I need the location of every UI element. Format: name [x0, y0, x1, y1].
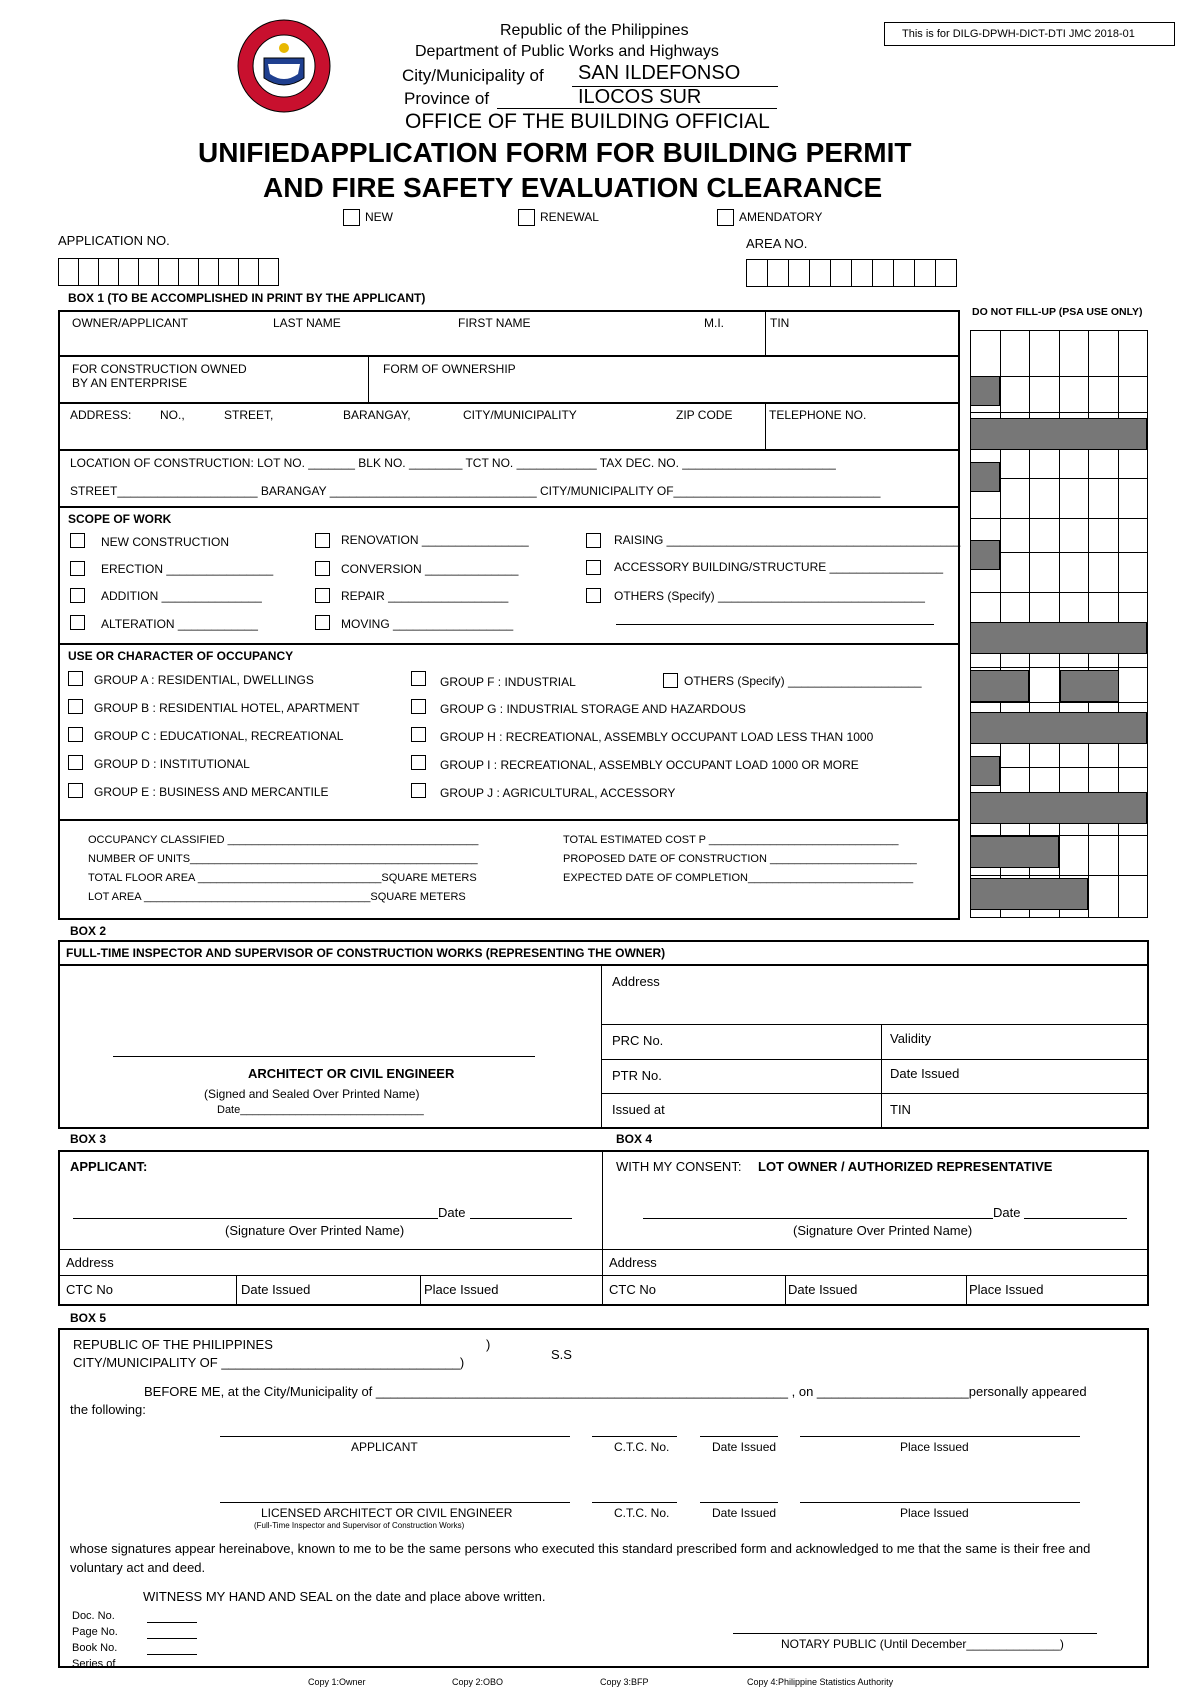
application-no-label: APPLICATION NO.: [58, 233, 170, 248]
psa-cell: [1118, 330, 1149, 377]
digit-box[interactable]: [178, 258, 199, 286]
psa-shaded-cell: [970, 756, 1000, 786]
scope-option: ERECTION ________________: [101, 562, 274, 576]
digit-box[interactable]: [258, 258, 279, 286]
scope-checkbox[interactable]: [315, 561, 330, 576]
address-street-label: STREET,: [224, 408, 274, 422]
psa-cell: [1088, 835, 1119, 876]
psa-cell: [1118, 552, 1149, 593]
occupancy-checkbox[interactable]: [68, 783, 83, 798]
box4-date-issued-label: Date Issued: [788, 1282, 858, 1297]
scope-checkbox[interactable]: [586, 560, 601, 575]
box2-address-label: Address: [612, 974, 660, 989]
psa-cell: [1000, 478, 1031, 519]
psa-cell: [1059, 552, 1090, 593]
ptr-label: PTR No.: [612, 1068, 662, 1083]
box2-tin-label: TIN: [890, 1102, 911, 1117]
psa-shaded-cell: [970, 836, 1059, 868]
box4-address-label: Address: [609, 1255, 657, 1270]
digit-box[interactable]: [914, 259, 936, 287]
notary-witness: WITNESS MY HAND AND SEAL on the date and place above written.: [143, 1589, 546, 1604]
scope-heading: SCOPE OF WORK: [68, 512, 172, 526]
page-no-label: Page No.: [72, 1626, 118, 1638]
psa-cell: [1118, 835, 1149, 876]
signed-sealed-label: (Signed and Sealed Over Printed Name): [204, 1087, 420, 1101]
psa-cell: [1000, 376, 1031, 413]
occupancy-checkbox[interactable]: [411, 727, 426, 742]
city-label: City/Municipality of: [402, 66, 544, 85]
notary-whose-1: whose signatures appear hereinabove, known to me to be the same persons who executed this standard prescribed form and acknowledged to me that the same is their free and: [70, 1541, 1091, 1556]
psa-cell: [1088, 478, 1119, 519]
notary-ctc-2: C.T.C. No.: [614, 1506, 670, 1520]
digit-box[interactable]: [138, 258, 159, 286]
box1-heading: BOX 1 (TO BE ACCOMPLISHED IN PRINT BY THE APPLICANT): [68, 291, 426, 305]
psa-cell: [1029, 478, 1060, 519]
address-city-label: CITY/MUNICIPALITY: [463, 408, 577, 422]
book-no-label: Book No.: [72, 1642, 118, 1654]
box3-ctc-label: CTC No: [66, 1282, 113, 1297]
psa-cell: [970, 330, 1001, 377]
engineer-label: ARCHITECT OR CIVIL ENGINEER: [248, 1066, 455, 1081]
occupancy-checkbox[interactable]: [68, 727, 83, 742]
box2-label: BOX 2: [70, 924, 107, 938]
owner-label: OWNER/APPLICANT: [72, 316, 189, 330]
psa-grid: [970, 330, 1147, 918]
psa-shaded-cell: [970, 376, 1000, 406]
digit-box[interactable]: [935, 259, 957, 287]
occupancy-checkbox[interactable]: [411, 699, 426, 714]
notary-date-issued-2: Date Issued: [712, 1506, 777, 1520]
scope-checkbox[interactable]: [586, 533, 601, 548]
psa-cell: [1059, 835, 1090, 876]
occupancy-option: GROUP A : RESIDENTIAL, DWELLINGS: [94, 673, 314, 687]
psa-cell: [1118, 875, 1149, 918]
occupancy-option: GROUP E : BUSINESS AND MERCANTILE: [94, 785, 329, 799]
occupancy-option: GROUP H : RECREATIONAL, ASSEMBLY OCCUPANT LOAD LESS THAN 1000: [440, 730, 874, 744]
psa-cell: [1088, 552, 1119, 593]
psa-shaded-cell: [970, 792, 1147, 824]
occupancy-checkbox[interactable]: [411, 755, 426, 770]
province-value: ILOCOS SUR: [578, 86, 702, 108]
summary-left: OCCUPANCY CLASSIFIED _________________________________________: [88, 834, 479, 846]
scope-option: ACCESSORY BUILDING/STRUCTURE _________________: [614, 560, 944, 574]
psa-cell: [1029, 518, 1060, 553]
psa-shaded-cell: [970, 622, 1147, 654]
notary-public-label: NOTARY PUBLIC (Until December______________): [781, 1637, 1064, 1651]
telephone-label: TELEPHONE NO.: [769, 408, 867, 422]
digit-box[interactable]: [58, 258, 79, 286]
psa-cell: [1118, 518, 1149, 553]
psa-cell: [1000, 592, 1031, 623]
box5-label: BOX 5: [70, 1311, 107, 1325]
notary-ctc: C.T.C. No.: [614, 1440, 670, 1454]
psa-cell: [1118, 376, 1149, 413]
tin-label: TIN: [770, 316, 790, 330]
consent-label: WITH MY CONSENT:: [616, 1159, 742, 1174]
scope-checkbox[interactable]: [70, 561, 85, 576]
province-label: Province of: [404, 89, 490, 108]
scope-option: RAISING ____________________________________________: [614, 533, 961, 547]
box2-heading: FULL-TIME INSPECTOR AND SUPERVISOR OF CONSTRUCTION WORKS (REPRESENTING THE OWNER): [66, 946, 666, 960]
location-line-1: LOCATION OF CONSTRUCTION: LOT NO. _______ BLK NO. ________ TCT NO. ____________ TAX DEC. NO. _______________________: [70, 456, 836, 470]
psa-cell: [1088, 330, 1119, 377]
digit-box[interactable]: [98, 258, 119, 286]
psa-cell: [1118, 478, 1149, 519]
psa-cell: [1029, 592, 1060, 623]
scope-checkbox[interactable]: [315, 533, 330, 548]
occupancy-option: GROUP G : INDUSTRIAL STORAGE AND HAZARDOUS: [440, 702, 746, 716]
digit-box[interactable]: [158, 258, 179, 286]
digit-box[interactable]: [830, 259, 852, 287]
digit-box[interactable]: [788, 259, 810, 287]
issued-at-label: Issued at: [612, 1102, 665, 1117]
occupancy-heading: USE OR CHARACTER OF OCCUPANCY: [68, 649, 294, 663]
box4-place-issued-label: Place Issued: [969, 1282, 1044, 1297]
scope-option: CONVERSION ______________: [341, 562, 519, 576]
summary-right: PROPOSED DATE OF CONSTRUCTION ________________________: [563, 853, 917, 865]
digit-box[interactable]: [872, 259, 894, 287]
occupancy-checkbox[interactable]: [411, 783, 426, 798]
psa-cell: [1059, 518, 1090, 553]
psa-note: DO NOT FILL-UP (PSA USE ONLY): [972, 306, 1143, 318]
box2-date-issued-label: Date Issued: [890, 1066, 960, 1081]
psa-cell: [1029, 667, 1060, 703]
occupancy-option: GROUP I : RECREATIONAL, ASSEMBLY OCCUPANT LOAD 1000 OR MORE: [440, 758, 859, 772]
notary-place-issued-2: Place Issued: [900, 1506, 969, 1520]
psa-cell: [1029, 376, 1060, 413]
box4-ctc-label: CTC No: [609, 1282, 656, 1297]
box3-address-label: Address: [66, 1255, 114, 1270]
scope-option: ADDITION _______________: [101, 589, 262, 603]
department-heading: Department of Public Works and Highways: [415, 43, 719, 60]
digit-box[interactable]: [809, 259, 831, 287]
mi-label: M.I.: [704, 316, 724, 330]
amendatory-label: AMENDATORY: [739, 210, 823, 224]
scope-checkbox[interactable]: [586, 588, 601, 603]
psa-shaded-cell: [970, 418, 1147, 450]
psa-shaded-cell: [970, 670, 1029, 702]
summary-left: NUMBER OF UNITS_______________________________________________: [88, 853, 478, 865]
amendatory-checkbox[interactable]: [717, 209, 734, 226]
notary-licensed: LICENSED ARCHITECT OR CIVIL ENGINEER: [261, 1506, 513, 1520]
box2-date-line: Date______________________________: [217, 1104, 424, 1116]
summary-left: LOT AREA _____________________________________SQUARE METERS: [88, 891, 466, 903]
summary-right: TOTAL ESTIMATED COST P _______________________________: [563, 834, 899, 846]
occupancy-option: GROUP F : INDUSTRIAL: [440, 675, 576, 689]
occupancy-option: GROUP D : INSTITUTIONAL: [94, 757, 250, 771]
copy-distribution: Copy 2:OBO: [452, 1677, 504, 1687]
series-of-label: Series of: [72, 1658, 116, 1670]
copy-distribution: Copy 3:BFP: [600, 1677, 649, 1687]
address-barangay-label: BARANGAY,: [343, 408, 411, 422]
psa-cell: [1118, 667, 1149, 703]
digit-box[interactable]: [218, 258, 239, 286]
scope-option: REPAIR __________________: [341, 589, 509, 603]
scope-checkbox[interactable]: [315, 588, 330, 603]
address-label: ADDRESS:: [70, 408, 132, 422]
box4-date-label: Date: [993, 1205, 1021, 1220]
psa-cell: [1088, 376, 1119, 413]
occupancy-checkbox[interactable]: [68, 699, 83, 714]
notary-ss: S.S: [551, 1347, 572, 1362]
digit-box[interactable]: [767, 259, 789, 287]
summary-left: TOTAL FLOOR AREA ______________________________SQUARE METERS: [88, 872, 477, 884]
psa-cell: [1088, 875, 1119, 918]
scope-checkbox[interactable]: [70, 588, 85, 603]
psa-cell: [1059, 478, 1090, 519]
psa-cell: [1029, 330, 1060, 377]
box3-signature-label: (Signature Over Printed Name): [225, 1223, 405, 1238]
psa-shaded-cell: [970, 462, 1000, 492]
box3-date-label: Date: [438, 1205, 466, 1220]
scope-option: OTHERS (Specify) _______________________________: [614, 589, 925, 603]
occupancy-checkbox[interactable]: [663, 673, 678, 688]
occupancy-option: GROUP J : AGRICULTURAL, ACCESSORY: [440, 786, 676, 800]
notary-republic: REPUBLIC OF THE PHILIPPINES: [73, 1337, 273, 1352]
psa-shaded-cell: [1060, 670, 1119, 702]
occupancy-checkbox[interactable]: [411, 671, 426, 686]
box3-date-issued-label: Date Issued: [241, 1282, 311, 1297]
digit-box[interactable]: [78, 258, 99, 286]
digit-box[interactable]: [893, 259, 915, 287]
occupancy-option: OTHERS (Specify) ____________________: [684, 674, 922, 688]
republic-heading: Republic of the Philippines: [500, 22, 689, 39]
box4-label: BOX 4: [616, 1132, 653, 1146]
last-name-label: LAST NAME: [273, 316, 341, 330]
psa-shaded-cell: [970, 540, 1000, 570]
scope-option: ALTERATION ____________: [101, 617, 258, 631]
renewal-label: RENEWAL: [540, 210, 599, 224]
notary-before-me: BEFORE ME, at the City/Municipality of _________________________________________________________ , on _____________________personally appeared: [144, 1384, 1087, 1399]
first-name-label: FIRST NAME: [458, 316, 531, 330]
area-no-label: AREA NO.: [746, 236, 808, 251]
form-title-line1: UNIFIEDAPPLICATION FORM FOR BUILDING PERMIT: [198, 137, 912, 168]
renewal-checkbox[interactable]: [518, 209, 535, 226]
psa-cell: [1059, 330, 1090, 377]
psa-cell: [970, 592, 1001, 623]
psa-cell: [1088, 592, 1119, 623]
notary-applicant: APPLICANT: [351, 1440, 418, 1454]
box5-frame: [58, 1328, 1149, 1668]
enterprise-label-1: FOR CONSTRUCTION OWNED: [72, 362, 247, 376]
box3-label: BOX 3: [70, 1132, 107, 1146]
reference-note: This is for DILG-DPWH-DICT-DTI JMC 2018-01: [902, 28, 1135, 40]
scope-option: MOVING __________________: [341, 617, 514, 631]
municipal-seal: [236, 18, 332, 114]
notary-date-issued: Date Issued: [712, 1440, 777, 1454]
copy-distribution: Copy 1:Owner: [308, 1677, 366, 1687]
new-label: NEW: [365, 210, 393, 224]
psa-cell: [1000, 552, 1031, 593]
address-no-label: NO.,: [160, 408, 185, 422]
form-title-line2: AND FIRE SAFETY EVALUATION CLEARANCE: [263, 172, 883, 203]
office-heading: OFFICE OF THE BUILDING OFFICIAL: [405, 110, 770, 133]
summary-right: EXPECTED DATE OF COMPLETION___________________________: [563, 872, 914, 884]
psa-shaded-cell: [970, 878, 1088, 910]
digit-box[interactable]: [851, 259, 873, 287]
psa-cell: [1059, 376, 1090, 413]
enterprise-label-2: BY AN ENTERPRISE: [72, 376, 188, 390]
psa-cell: [1000, 518, 1031, 553]
scope-option: RENOVATION ________________: [341, 533, 529, 547]
copy-distribution: Copy 4:Philippine Statistics Authority: [747, 1677, 894, 1687]
applicant-heading: APPLICANT:: [70, 1159, 148, 1174]
application-no-boxes[interactable]: [58, 258, 278, 286]
box4-signature-label: (Signature Over Printed Name): [793, 1223, 973, 1238]
occupancy-checkbox[interactable]: [68, 755, 83, 770]
psa-cell: [1118, 592, 1149, 623]
digit-box[interactable]: [238, 258, 259, 286]
psa-cell: [1059, 592, 1090, 623]
psa-cell: [1088, 518, 1119, 553]
psa-cell: [1029, 552, 1060, 593]
validity-label: Validity: [890, 1031, 931, 1046]
notary-place-issued: Place Issued: [900, 1440, 969, 1454]
notary-whose-2: voluntary act and deed.: [70, 1560, 206, 1575]
form-ownership-label: FORM OF OWNERSHIP: [383, 362, 516, 376]
notary-licensed-sub: (Full-Time Inspector and Supervisor of Construction Works): [254, 1521, 465, 1530]
zip-label: ZIP CODE: [676, 408, 733, 422]
scope-option: NEW CONSTRUCTION: [101, 535, 229, 549]
scope-checkbox[interactable]: [70, 615, 85, 630]
new-checkbox[interactable]: [343, 209, 360, 226]
digit-box[interactable]: [198, 258, 219, 286]
notary-paren: ): [486, 1337, 491, 1352]
doc-no-label: Doc. No.: [72, 1610, 115, 1622]
scope-checkbox[interactable]: [70, 533, 85, 548]
location-line-2: STREET_____________________ BARANGAY _______________________________ CITY/MUNICIPALITY OF_______________________________: [70, 484, 881, 498]
digit-box[interactable]: [118, 258, 139, 286]
area-no-boxes[interactable]: [746, 259, 958, 287]
digit-box[interactable]: [746, 259, 768, 287]
occupancy-option: GROUP B : RESIDENTIAL HOTEL, APARTMENT: [94, 701, 360, 715]
prc-label: PRC No.: [612, 1033, 664, 1048]
box3-place-issued-label: Place Issued: [424, 1282, 499, 1297]
psa-cell: [1000, 330, 1031, 377]
occupancy-checkbox[interactable]: [68, 671, 83, 686]
notary-citymun: CITY/MUNICIPALITY OF _________________________________): [73, 1355, 465, 1370]
occupancy-option: GROUP C : EDUCATIONAL, RECREATIONAL: [94, 729, 344, 743]
lot-owner-label: LOT OWNER / AUTHORIZED REPRESENTATIVE: [758, 1159, 1053, 1174]
scope-checkbox[interactable]: [315, 615, 330, 630]
psa-shaded-cell: [970, 712, 1147, 744]
notary-following: the following:: [70, 1402, 146, 1417]
city-value: SAN ILDEFONSO: [578, 62, 741, 84]
